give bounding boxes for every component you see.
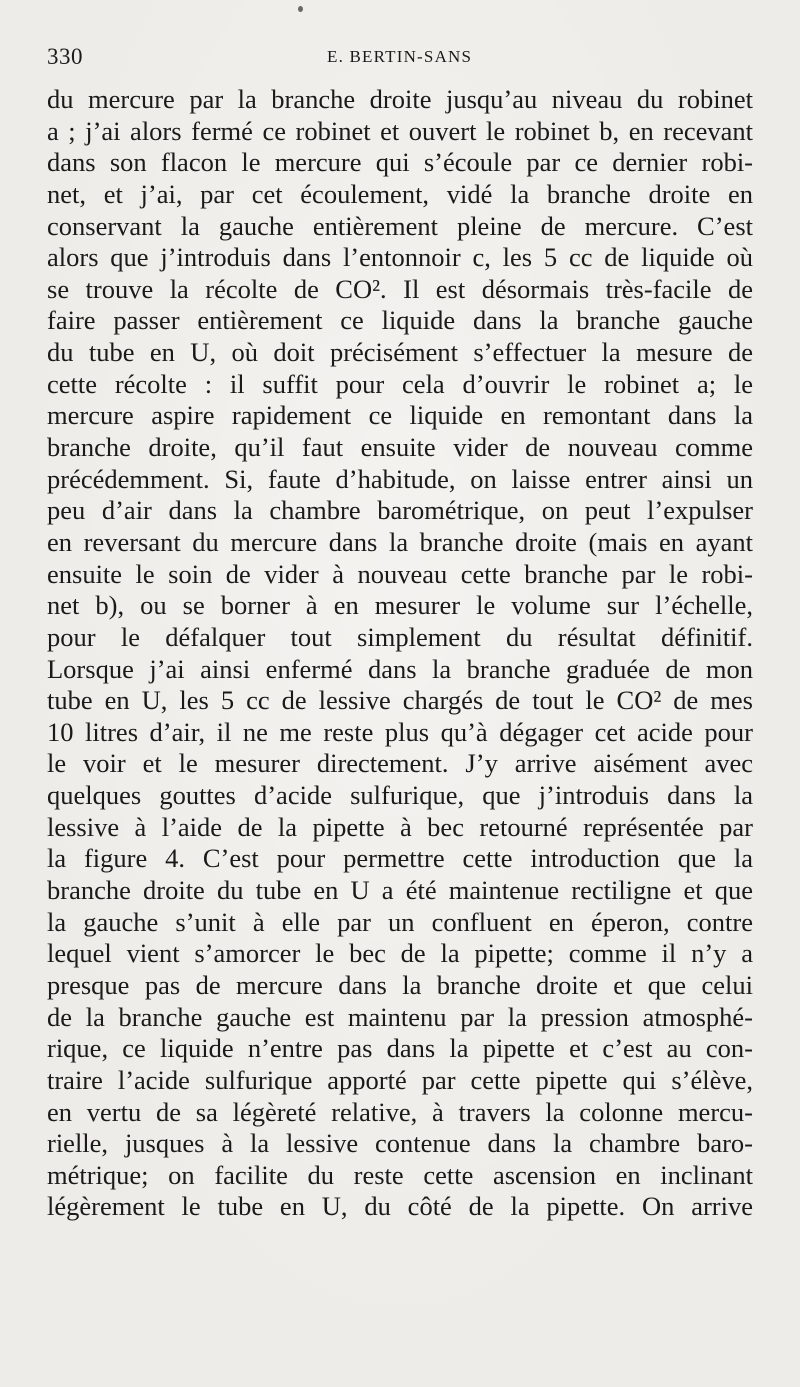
text-line: traire l’acide sulfurique apporté par cette pipette qui s’élève, — [47, 1064, 753, 1095]
text-line: se trouve la récolte de CO². Il est désormais très-facile de — [47, 273, 753, 304]
text-line: lequel vient s’amorcer le bec de la pipette; comme il n’y a — [47, 938, 753, 969]
page-number: 330 — [47, 44, 83, 69]
text-line: précédemment. Si, faute d’habitude, on laisse entrer ainsi un — [47, 463, 753, 494]
text-line: mercure aspire rapidement ce liquide en remontant dans la — [47, 400, 753, 431]
text-line: rielle, jusques à la lessive contenue dans la chambre baro- — [47, 1128, 753, 1159]
running-head: E. BERTIN-SANS — [327, 47, 473, 66]
text-line: ensuite le soin de vider à nouveau cette branche par le robi- — [47, 558, 753, 589]
text-line: lessive à l’aide de la pipette à bec retourné représentée par — [47, 811, 753, 842]
text-line: net, et j’ai, par cet écoulement, vidé la branche droite en — [47, 178, 753, 209]
text-line: rique, ce liquide n’entre pas dans la pipette et c’est au con- — [47, 1033, 753, 1064]
text-line: en reversant du mercure dans la branche droite (mais en ayant — [47, 526, 753, 557]
text-line: peu d’air dans la chambre barométrique, on peut l’expulser — [47, 495, 753, 526]
text-line: la figure 4. C’est pour permettre cette introduction que la — [47, 843, 753, 874]
text-line: 10 litres d’air, il ne me reste plus qu’à dégager cet acide pour — [47, 716, 753, 747]
text-line: le voir et le mesurer directement. J’y arrive aisément avec — [47, 748, 753, 779]
text-line: tube en U, les 5 cc de lessive chargés de tout le CO² de mes — [47, 685, 753, 716]
text-line: alors que j’introduis dans l’entonnoir c, les 5 cc de liquide où — [47, 242, 753, 273]
text-line: branche droite, qu’il faut ensuite vider de nouveau comme — [47, 432, 753, 463]
ink-speck — [298, 6, 303, 12]
text-line: Lorsque j’ai ainsi enfermé dans la branche graduée de mon — [47, 653, 753, 684]
text-line: du tube en U, où doit précisément s’effectuer la mesure de — [47, 337, 753, 368]
text-line: légèrement le tube en U, du côté de la pipette. On arrive — [47, 1191, 753, 1222]
text-line: métrique; on facilite du reste cette ascension en inclinant — [47, 1159, 753, 1190]
text-line: conservant la gauche entièrement pleine de mercure. C’est — [47, 210, 753, 241]
page-header — [47, 44, 753, 74]
text-line: cette récolte : il suffit pour cela d’ouvrir le robinet a; le — [47, 368, 753, 399]
text-line: du mercure par la branche droite jusqu’au niveau du robinet — [47, 84, 753, 114]
text-line: pour le défalquer tout simplement du résultat définitif. — [47, 621, 753, 652]
text-line: de la branche gauche est maintenu par la pression atmosphé- — [47, 1001, 753, 1032]
text-line: quelques gouttes d’acide sulfurique, que j’introduis dans la — [47, 780, 753, 811]
body-text — [47, 84, 753, 1223]
text-line: net b), ou se borner à en mesurer le volume sur l’échelle, — [47, 590, 753, 621]
text-line: la gauche s’unit à elle par un confluent en éperon, contre — [47, 906, 753, 937]
text-line: branche droite du tube en U a été maintenue rectiligne et que — [47, 875, 753, 906]
text-line: presque pas de mercure dans la branche droite et que celui — [47, 969, 753, 1000]
text-line: dans son flacon le mercure qui s’écoule par ce dernier robi- — [47, 147, 753, 178]
text-line: en vertu de sa légèreté relative, à travers la colonne mercu- — [47, 1096, 753, 1127]
text-line: a ; j’ai alors fermé ce robinet et ouvert le robinet b, en recevant — [47, 115, 753, 146]
text-line: faire passer entièrement ce liquide dans la branche gauche — [47, 305, 753, 336]
